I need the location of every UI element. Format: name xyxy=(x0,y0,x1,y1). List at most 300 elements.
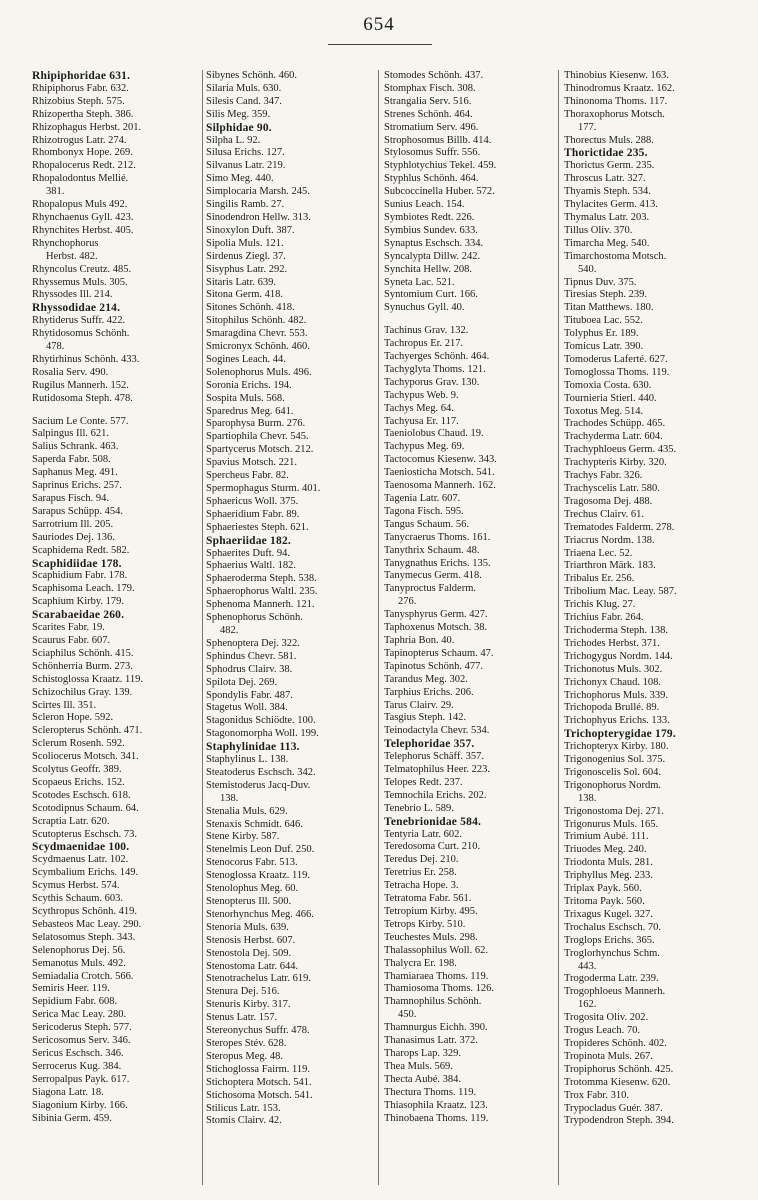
genus-entry: Sphaeroderma Steph. 538. xyxy=(206,573,317,585)
genus-entry: Tachyglyta Thoms. 121. xyxy=(384,363,486,375)
genus-entry: Rhizotrogus Latr. 274. xyxy=(32,134,127,146)
genus-entry: Trichophorus Muls. 339. xyxy=(564,689,669,701)
genus-entry: Sericoderus Steph. 577. xyxy=(32,1022,132,1034)
genus-entry: Rhipiphorus Fabr. 632. xyxy=(32,82,129,94)
genus-entry: Thalycra Er. 198. xyxy=(384,957,457,969)
genus-entry: Syncalypta Dillw. 242. xyxy=(384,250,481,262)
genus-entry: Thinonoma Thoms. 117. xyxy=(564,95,668,107)
genus-entry: Scopaeus Erichs. 152. xyxy=(32,776,125,788)
genus-entry: Schönherria Burm. 273. xyxy=(32,660,133,672)
genus-entry: Tachyporus Grav. 130. xyxy=(384,376,480,388)
genus-entry: Tagenia Latr. 607. xyxy=(384,493,461,504)
genus-entry: Silaria Muls. 630. xyxy=(206,82,282,94)
genus-entry: Tentyria Latr. 602. xyxy=(384,828,462,840)
genus-entry: Sphindus Chevr. 581. xyxy=(206,650,297,662)
genus-entry: Trichius Fabr. 264. xyxy=(564,612,644,624)
entry-continuation: 138. xyxy=(578,792,597,804)
genus-entry: Scarites Fabr. 19. xyxy=(32,622,105,634)
genus-entry: Sphenoptera Dej. 322. xyxy=(206,637,300,649)
genus-entry: Tribolium Mac. Leay. 587. xyxy=(564,586,677,598)
genus-entry: Tarandus Meg. 302. xyxy=(384,673,468,685)
family-entry: Silphidae 90. xyxy=(206,121,272,134)
genus-entry: Synuchus Gyll. 40. xyxy=(384,302,465,314)
genus-entry: Strangalia Serv. 516. xyxy=(384,95,472,107)
genus-entry: Rhopalocerus Redt. 212. xyxy=(32,160,136,172)
genus-entry: Rhizopertha Steph. 386. xyxy=(32,108,134,120)
genus-entry: Synchita Hellw. 208. xyxy=(384,263,472,275)
genus-entry: Stenorhynchus Meg. 466. xyxy=(206,908,314,920)
genus-entry: Thamnophilus Schönh. xyxy=(384,996,482,1008)
genus-entry: Tolyphus Er. 189. xyxy=(564,328,639,340)
family-entry: Staphylinidae 113. xyxy=(206,741,300,754)
genus-entry: Tachyusa Er. 117. xyxy=(384,415,459,427)
genus-entry: Teuchestes Muls. 298. xyxy=(384,931,478,943)
genus-entry: Scotodes Eschsch. 618. xyxy=(32,789,131,801)
genus-entry: Silpha L. 92. xyxy=(206,134,261,146)
genus-entry: Trogoderma Latr. 239. xyxy=(564,973,659,985)
genus-entry: Spercheus Fabr. 82. xyxy=(206,470,289,482)
genus-entry: Trichodes Herbst. 371. xyxy=(564,637,660,649)
genus-entry: Tillus Oliv. 370. xyxy=(564,224,633,236)
genus-entry: Sciaphilus Schönh. 415. xyxy=(32,647,134,659)
genus-entry: Tangus Schaum. 56. xyxy=(384,518,470,530)
genus-entry: Trypodendron Steph. 394. xyxy=(564,1115,674,1127)
genus-entry: Tanysphyrus Germ. 427. xyxy=(384,609,488,621)
genus-entry: Trechus Clairv. 61. xyxy=(564,508,645,520)
genus-entry: Scaphium Kirby. 179. xyxy=(32,596,125,608)
genus-entry: Sibinia Germ. 459. xyxy=(32,1112,112,1124)
genus-entry: Spartiophila Chevr. 545. xyxy=(206,431,309,443)
genus-entry: Teredus Dej. 210. xyxy=(384,854,459,866)
genus-entry: Tipnus Duv. 375. xyxy=(564,276,637,288)
genus-entry: Sunius Leach. 154. xyxy=(384,199,465,211)
genus-entry: Stenoria Muls. 639. xyxy=(206,921,289,933)
genus-entry: Taeniolobus Chaud. 19. xyxy=(384,428,484,440)
genus-entry: Strenes Schönh. 464. xyxy=(384,108,473,120)
genus-entry: Semanotus Muls. 492. xyxy=(32,957,126,969)
genus-entry: Sparophysa Burm. 276. xyxy=(206,418,306,430)
genus-entry: Simo Meg. 440. xyxy=(206,173,274,185)
genus-entry: Stromatium Serv. 496. xyxy=(384,121,479,133)
genus-entry: Sclerum Rosenh. 592. xyxy=(32,738,125,750)
genus-entry: Trematodes Falderm. 278. xyxy=(564,521,675,533)
genus-entry: Tiresias Steph. 239. xyxy=(564,289,648,301)
genus-entry: Spilota Dej. 269. xyxy=(206,676,278,688)
genus-entry: Saphanus Meg. 491. xyxy=(32,467,118,479)
genus-entry: Thylacites Germ. 413. xyxy=(564,199,658,211)
genus-entry: Thorictus Germ. 235. xyxy=(564,160,655,172)
genus-entry: Sitophilus Schönh. 482. xyxy=(206,315,307,327)
genus-entry: Scydmaenus Latr. 102. xyxy=(32,854,129,866)
genus-entry: Telopes Redt. 237. xyxy=(384,776,463,788)
genus-entry: Stagonidus Schiödte. 100. xyxy=(206,715,316,727)
genus-entry: Synaptus Eschsch. 334. xyxy=(384,237,484,249)
genus-entry: Spartycerus Motsch. 212. xyxy=(206,444,314,456)
genus-entry: Triuodes Meg. 240. xyxy=(564,844,647,856)
genus-entry: Triphyllus Meg. 233. xyxy=(564,870,653,882)
genus-entry: Tasgius Steph. 142. xyxy=(384,712,467,724)
genus-entry: Sphaerophorus Waltl. 235. xyxy=(206,586,318,598)
genus-entry: Trypocladus Guér. 387. xyxy=(564,1102,663,1114)
genus-entry: Stenalia Muls. 629. xyxy=(206,805,288,817)
genus-entry: Tachyerges Schönh. 464. xyxy=(384,351,490,363)
genus-entry: Schistoglossa Kraatz. 119. xyxy=(32,673,144,685)
genus-entry: Silusa Erichs. 127. xyxy=(206,147,285,159)
letter-section-gap xyxy=(32,406,204,416)
genus-entry: Sebasteos Mac Leay. 290. xyxy=(32,918,142,930)
genus-entry: Thinobius Kiesenw. 163. xyxy=(564,70,669,81)
genus-entry: Sparedrus Meg. 641. xyxy=(206,405,294,417)
genus-entry: Tragosoma Dej. 488. xyxy=(564,495,653,507)
genus-entry: Tanyproctus Falderm. xyxy=(384,583,476,595)
genus-entry: Steropes Stév. 628. xyxy=(206,1037,287,1049)
genus-entry: Spermophagus Sturm. 401. xyxy=(206,483,321,494)
genus-entry: Tharops Lap. 329. xyxy=(384,1047,461,1059)
genus-entry: Soronia Erichs. 194. xyxy=(206,379,292,391)
genus-entry: Sarapus Fisch. 94. xyxy=(32,493,109,504)
genus-entry: Scleron Hope. 592. xyxy=(32,712,114,724)
genus-entry: Tachypus Web. 9. xyxy=(384,389,459,401)
genus-entry: Sarrotrium Ill. 205. xyxy=(32,518,114,530)
genus-entry: Syntomium Curt. 166. xyxy=(384,289,478,301)
genus-entry: Serrocerus Kug. 384. xyxy=(32,1060,122,1072)
genus-entry: Rhopalopus Muls 492. xyxy=(32,199,128,211)
genus-entry: Thea Muls. 569. xyxy=(384,1060,453,1072)
genus-entry: Sericus Eschsch. 346. xyxy=(32,1047,124,1059)
genus-entry: Smicronyx Schönh. 460. xyxy=(206,341,310,353)
genus-entry: Tarphius Erichs. 206. xyxy=(384,686,474,698)
genus-entry: Sphaeridium Fabr. 89. xyxy=(206,508,300,520)
genus-entry: Rhytiderus Suffr. 422. xyxy=(32,315,126,327)
genus-entry: Trichis Klug. 27. xyxy=(564,599,636,611)
genus-entry: Stenolophus Meg. 60. xyxy=(206,883,299,895)
entry-continuation: 540. xyxy=(578,263,597,275)
genus-entry: Saprinus Erichs. 257. xyxy=(32,480,122,492)
genus-entry: Sipolia Muls. 121. xyxy=(206,237,284,249)
genus-entry: Taphoxenus Motsch. 38. xyxy=(384,622,488,634)
genus-entry: Trachyphloeus Germ. 435. xyxy=(564,444,677,456)
genus-entry: Rhopalodontus Mellié. xyxy=(32,173,129,185)
genus-entry: Scaphidema Redt. 582. xyxy=(32,544,130,556)
genus-entry: Sphaericus Woll. 375. xyxy=(206,495,299,507)
entry-continuation: 482. xyxy=(220,624,239,636)
genus-entry: Scythropus Schönh. 419. xyxy=(32,906,137,917)
genus-entry: Sirdenus Ziegl. 37. xyxy=(206,250,286,262)
genus-entry: Tituboea Lac. 552. xyxy=(564,315,643,327)
genus-entry: Taphria Bon. 40. xyxy=(384,634,455,646)
genus-entry: Trigonogenius Sol. 375. xyxy=(564,754,666,766)
genus-entry: Tachropus Er. 217. xyxy=(384,338,464,350)
genus-entry: Tomoglossa Thoms. 119. xyxy=(564,366,670,378)
genus-entry: Tanygnathus Erichs. 135. xyxy=(384,557,491,569)
genus-entry: Tomoxia Costa. 630. xyxy=(564,379,652,391)
genus-entry: Siagona Latr. 18. xyxy=(32,1086,104,1098)
genus-entry: Silesis Cand. 347. xyxy=(206,95,282,107)
genus-entry: Scolytus Geoffr. 389. xyxy=(32,764,122,776)
genus-entry: Scythis Schaum. 603. xyxy=(32,893,123,905)
genus-entry: Scaphidium Fabr. 178. xyxy=(32,570,128,582)
genus-entry: Troglorhynchus Schm. xyxy=(564,947,660,959)
entry-continuation: 381. xyxy=(46,186,65,198)
genus-entry: Tarus Clairv. 29. xyxy=(384,699,454,711)
genus-entry: Scirtes Ill. 351. xyxy=(32,699,97,711)
genus-entry: Tomicus Latr. 390. xyxy=(564,341,644,353)
genus-entry: Serropalpus Payk. 617. xyxy=(32,1073,130,1085)
family-entry: Sphaeriidae 182. xyxy=(206,534,291,547)
genus-entry: Tetropium Kirby. 495. xyxy=(384,906,478,917)
genus-entry: Stichoglossa Fairm. 119. xyxy=(206,1063,311,1075)
genus-entry: Stenopterus Ill. 500. xyxy=(206,896,292,907)
entry-continuation: 177. xyxy=(578,121,597,133)
genus-entry: Tropideres Schönh. 402. xyxy=(564,1037,667,1049)
genus-entry: Selenophorus Dej. 56. xyxy=(32,944,126,956)
genus-entry: Telephorus Schäff. 357. xyxy=(384,751,484,763)
genus-entry: Trotomma Kiesenw. 620. xyxy=(564,1076,671,1088)
genus-entry: Semiadalia Crotch. 566. xyxy=(32,970,134,982)
genus-entry: Thamiosoma Thoms. 126. xyxy=(384,983,495,995)
page-number: 654 xyxy=(363,14,395,35)
genus-entry: Spavius Motsch. 221. xyxy=(206,457,298,469)
genus-entry: Stenura Dej. 516. xyxy=(206,986,280,998)
genus-entry: Siagonium Kirby. 166. xyxy=(32,1099,128,1111)
genus-entry: Teredosoma Curt. 210. xyxy=(384,841,481,853)
genus-entry: Stenus Latr. 157. xyxy=(206,1012,278,1024)
genus-entry: Trogus Leach. 70. xyxy=(564,1025,641,1037)
genus-entry: Stenocorus Fabr. 513. xyxy=(206,857,298,869)
genus-entry: Thorectus Muls. 288. xyxy=(564,134,654,146)
genus-entry: Rhyssodes Ill. 214. xyxy=(32,289,113,301)
genus-entry: Tachypus Meg. 69. xyxy=(384,441,465,453)
genus-entry: Thalassophilus Woll. 62. xyxy=(384,944,488,956)
entry-continuation: 450. xyxy=(398,1009,417,1021)
genus-entry: Sitaris Latr. 639. xyxy=(206,276,276,288)
genus-entry: Tanythrix Schaum. 48. xyxy=(384,544,480,556)
genus-entry: Serica Mac Leay. 280. xyxy=(32,1009,127,1021)
genus-entry: Thamiaraea Thoms. 119. xyxy=(384,970,489,982)
genus-entry: Tactocomus Kiesenw. 343. xyxy=(384,454,497,466)
entry-continuation: 138. xyxy=(220,792,239,804)
genus-entry: Triacrus Nordm. 138. xyxy=(564,534,655,546)
genus-entry: Tanycraerus Thoms. 161. xyxy=(384,531,491,543)
genus-entry: Trichophyus Erichs. 133. xyxy=(564,715,670,727)
genus-entry: Styphlotychius Tekel. 459. xyxy=(384,160,497,172)
genus-entry: Stichoptera Motsch. 541. xyxy=(206,1076,312,1088)
genus-entry: Sacium Le Conte. 577. xyxy=(32,415,129,427)
family-entry: Scydmaenidae 100. xyxy=(32,841,130,854)
genus-entry: Titan Matthews. 180. xyxy=(564,302,654,314)
genus-entry: Trichonyx Chaud. 108. xyxy=(564,676,662,688)
genus-entry: Rhyncolus Creutz. 485. xyxy=(32,263,132,275)
genus-entry: Timarchostoma Motsch. xyxy=(564,250,667,262)
genus-entry: Tetrops Kirby. 510. xyxy=(384,918,466,930)
genus-entry: Timarcha Meg. 540. xyxy=(564,237,650,249)
genus-entry: Steatoderus Eschsch. 342. xyxy=(206,766,316,778)
genus-entry: Thinobaena Thoms. 119. xyxy=(384,1112,489,1124)
genus-entry: Temnochila Erichs. 202. xyxy=(384,789,487,801)
family-entry: Scaphidiidae 178. xyxy=(32,557,122,570)
header-rule xyxy=(328,44,432,45)
genus-entry: Thymalus Latr. 203. xyxy=(564,211,650,223)
genus-entry: Trogophloeus Mannerh. xyxy=(564,986,666,998)
genus-entry: Sphenophorus Schönh. xyxy=(206,612,303,624)
letter-section-gap xyxy=(384,315,556,325)
genus-entry: Thectura Thoms. 119. xyxy=(384,1086,477,1098)
family-entry: Rhyssodidae 214. xyxy=(32,302,121,315)
genus-entry: Sepidium Fabr. 608. xyxy=(32,996,118,1008)
genus-entry: Sinodendron Hellw. 313. xyxy=(206,211,311,223)
genus-entry: Tropiphorus Schönh. 425. xyxy=(564,1063,674,1075)
genus-entry: Thecta Aubé. 384. xyxy=(384,1073,461,1085)
genus-entry: Rhyssemus Muls. 305. xyxy=(32,276,128,288)
genus-entry: Stagetus Woll. 384. xyxy=(206,702,288,714)
genus-entry: Tanymecus Germ. 418. xyxy=(384,570,482,582)
genus-entry: Syneta Lac. 521. xyxy=(384,276,455,288)
genus-entry: Stemistoderus Jacq-Duv. xyxy=(206,779,311,791)
genus-entry: Sphaerites Duft. 94. xyxy=(206,547,290,559)
genus-entry: Sericosomus Serv. 346. xyxy=(32,1035,131,1047)
genus-entry: Stenuris Kirby. 317. xyxy=(206,999,291,1011)
family-entry: Tenebrionidae 584. xyxy=(384,815,482,828)
genus-entry: Stenotrachelus Latr. 619. xyxy=(206,973,311,985)
genus-entry: Simplocaria Marsh. 245. xyxy=(206,186,310,198)
genus-entry: Tomoderus Laferté. 627. xyxy=(564,353,668,365)
genus-entry: Stomodes Schönh. 437. xyxy=(384,70,484,81)
genus-entry: Scotodipnus Schaum. 64. xyxy=(32,802,139,814)
genus-entry: Rhytidosomus Schönh. xyxy=(32,328,130,340)
genus-entry: Trochalus Eschsch. 70. xyxy=(564,921,662,933)
genus-entry: Stenosis Herbst. 607. xyxy=(206,934,296,946)
genus-entry: Triplax Payk. 560. xyxy=(564,883,642,895)
genus-entry: Sauriodes Dej. 136. xyxy=(32,531,115,543)
genus-entry: Trichogygus Nordm. 144. xyxy=(564,650,673,662)
genus-entry: Trichoderma Steph. 138. xyxy=(564,624,669,636)
genus-entry: Trachypteris Kirby. 320. xyxy=(564,457,667,469)
genus-entry: Tagona Fisch. 595. xyxy=(384,505,464,517)
genus-entry: Trachodes Schüpp. 465. xyxy=(564,418,666,430)
genus-entry: Stene Kirby. 587. xyxy=(206,831,280,843)
genus-entry: Sospita Muls. 568. xyxy=(206,392,285,404)
genus-entry: Tachinus Grav. 132. xyxy=(384,325,469,337)
genus-entry: Triaena Lec. 52. xyxy=(564,547,633,559)
genus-entry: Silis Meg. 359. xyxy=(206,108,271,120)
genus-entry: Scutopterus Eschsch. 73. xyxy=(32,828,137,840)
index-column-3 xyxy=(384,70,556,1125)
genus-entry: Sphenoma Mannerh. 121. xyxy=(206,599,315,611)
entry-continuation: 478. xyxy=(46,341,65,353)
family-entry: Rhipiphoridae 631. xyxy=(32,70,131,82)
genus-entry: Sphodrus Clairv. 38. xyxy=(206,663,293,675)
genus-entry: Rhizophagus Herbst. 201. xyxy=(32,121,142,133)
genus-entry: Stenelmis Leon Duf. 250. xyxy=(206,844,315,856)
genus-entry: Trigonophorus Nordm. xyxy=(564,779,662,791)
index-column-1 xyxy=(32,70,204,1125)
genus-entry: Stagonomorpha Woll. 199. xyxy=(206,728,319,740)
genus-entry: Sinoxylon Duft. 387. xyxy=(206,224,295,236)
genus-entry: Rhynchophorus xyxy=(32,237,99,249)
genus-entry: Trixagus Kugel. 327. xyxy=(564,908,653,920)
genus-entry: Salpingus Ill. 621. xyxy=(32,428,110,440)
genus-entry: Tropinota Muls. 267. xyxy=(564,1050,653,1062)
genus-entry: Semiris Heer. 119. xyxy=(32,983,110,995)
genus-entry: Sibynes Schönh. 460. xyxy=(206,70,298,81)
genus-entry: Trogosita Oliv. 202. xyxy=(564,1012,649,1024)
genus-entry: Scaphisoma Leach. 179. xyxy=(32,583,135,595)
genus-entry: Solenophorus Muls. 496. xyxy=(206,366,312,378)
genus-entry: Triodonta Muls. 281. xyxy=(564,857,653,869)
genus-entry: Toxotus Meg. 514. xyxy=(564,405,644,417)
genus-entry: Staphylinus L. 138. xyxy=(206,754,289,766)
genus-entry: Triarthron Märk. 183. xyxy=(564,560,656,572)
genus-entry: Trachyderma Latr. 604. xyxy=(564,431,663,443)
genus-entry: Thiasophila Kraatz. 123. xyxy=(384,1099,488,1111)
genus-entry: Rutidosoma Steph. 478. xyxy=(32,392,133,404)
genus-entry: Rhynchites Herbst. 405. xyxy=(32,224,134,236)
genus-entry: Tetratoma Fabr. 561. xyxy=(384,893,472,905)
entry-continuation: 443. xyxy=(578,960,597,972)
genus-entry: Trimium Aubé. 111. xyxy=(564,831,649,843)
genus-entry: Trichonotus Muls. 302. xyxy=(564,663,663,675)
genus-entry: Scaurus Fabr. 607. xyxy=(32,634,111,646)
genus-entry: Thamnurgus Eichh. 390. xyxy=(384,1022,488,1034)
genus-entry: Tritoma Payk. 560. xyxy=(564,896,645,907)
genus-entry: Rugilus Mannerh. 152. xyxy=(32,379,129,391)
genus-entry: Symbius Sundev. 633. xyxy=(384,224,478,236)
genus-entry: Taeniosticha Motsch. 541. xyxy=(384,467,495,479)
column-divider xyxy=(558,70,559,1185)
genus-entry: Rhytirhinus Schönh. 433. xyxy=(32,353,140,365)
genus-entry: Tribalus Er. 256. xyxy=(564,573,635,585)
genus-entry: Taenosoma Mannerh. 162. xyxy=(384,480,496,492)
genus-entry: Throscus Latr. 327. xyxy=(564,173,646,185)
genus-entry: Thoraxophorus Motsch. xyxy=(564,108,665,120)
genus-entry: Salius Schrank. 463. xyxy=(32,441,119,453)
entry-continuation: Herbst. 482. xyxy=(46,250,98,262)
genus-entry: Saperda Fabr. 508. xyxy=(32,454,111,466)
genus-entry: Trigonurus Muls. 165. xyxy=(564,818,659,830)
genus-entry: Trigonostoma Dej. 271. xyxy=(564,805,664,817)
genus-entry: Spondylis Fabr. 487. xyxy=(206,689,293,701)
genus-entry: Symbiotes Redt. 226. xyxy=(384,211,475,223)
genus-entry: Stereonychus Suffr. 478. xyxy=(206,1025,310,1037)
genus-entry: Sphaerius Waltl. 182. xyxy=(206,560,296,572)
genus-entry: Stomphax Fisch. 308. xyxy=(384,82,476,94)
genus-entry: Selatosomus Steph. 343. xyxy=(32,931,136,943)
genus-entry: Trachyscelis Latr. 580. xyxy=(564,483,660,494)
genus-entry: Telmatophilus Heer. 223. xyxy=(384,764,490,776)
genus-entry: Sisyphus Latr. 292. xyxy=(206,263,288,275)
genus-entry: Sphaeriestes Steph. 621. xyxy=(206,521,309,533)
genus-entry: Teinodactyla Chevr. 534. xyxy=(384,725,490,737)
family-entry: Telephoridae 357. xyxy=(384,738,475,751)
index-column-4 xyxy=(564,70,736,1128)
genus-entry: Thanasimus Latr. 372. xyxy=(384,1035,478,1047)
genus-entry: Stenoglossa Kraatz. 119. xyxy=(206,870,311,882)
genus-entry: Rhizobius Steph. 575. xyxy=(32,95,125,107)
genus-entry: Troglops Erichs. 365. xyxy=(564,934,655,946)
genus-entry: Styphlus Schönh. 464. xyxy=(384,173,479,185)
genus-entry: Thinodromus Kraatz. 162. xyxy=(564,82,675,94)
genus-entry: Rosalia Serv. 490. xyxy=(32,366,109,378)
genus-entry: Thyamis Steph. 534. xyxy=(564,186,651,198)
genus-entry: Trichopteryx Kirby. 180. xyxy=(564,741,669,753)
family-entry: Trichopterygidae 179. xyxy=(564,728,676,741)
genus-entry: Trachys Fabr. 326. xyxy=(564,470,643,482)
genus-entry: Subcoccinella Huber. 572. xyxy=(384,186,495,198)
genus-entry: Stenostoma Latr. 644. xyxy=(206,960,299,972)
index-column-2 xyxy=(206,70,376,1128)
genus-entry: Stylosomus Suffr. 556. xyxy=(384,147,481,159)
genus-entry: Scleropterus Schönh. 471. xyxy=(32,725,143,737)
